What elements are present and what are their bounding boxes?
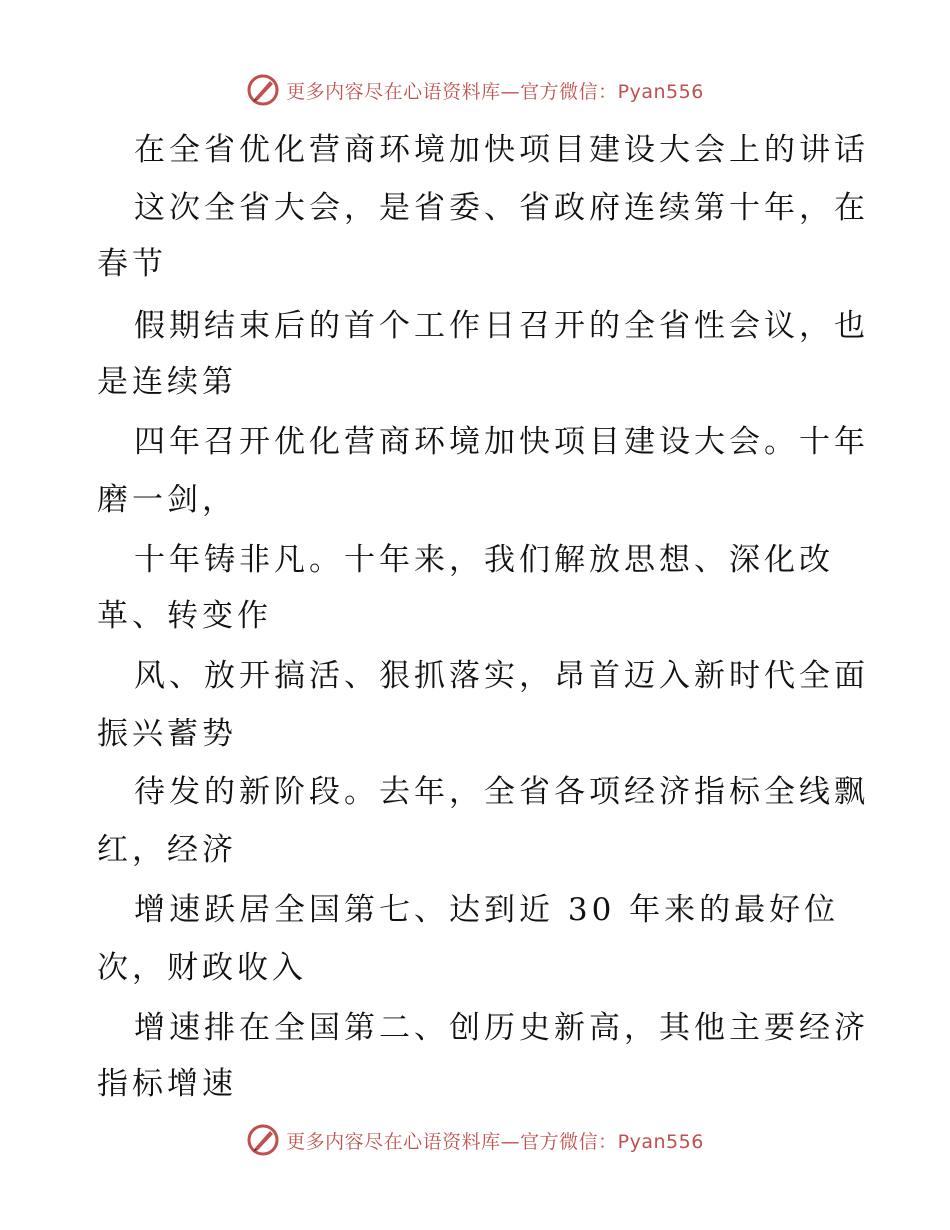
quill-pen-logo-icon [246,1123,280,1157]
paragraph-line: 这次全省大会，是省委、省政府连续第十年，在 [134,190,869,226]
footer-banner [0,1120,950,1160]
paragraph-line: 增速排在全国第二、创历史新高，其他主要经济 [134,1010,869,1046]
paragraph-line: 磨一剑， [97,482,237,518]
quill-pen-logo-icon [246,73,280,107]
header-banner-text: 更多内容尽在心语资料库—官方微信：Pyan556 [286,80,704,103]
paragraph-line: 待发的新阶段。去年，全省各项经济指标全线飘 [134,774,869,810]
paragraph-line: 指标增速 [97,1066,237,1102]
paragraph-line: 风、放开搞活、狠抓落实，昂首迈入新时代全面 [134,658,869,694]
paragraph-line: 春节 [97,246,167,282]
document-title: 在全省优化营商环境加快项目建设大会上的讲话 [134,132,869,168]
paragraph-line: 是连续第 [97,364,237,400]
paragraph-line: 增速跃居全国第七、达到近 30 年来的最好位 [134,892,840,928]
footer-banner-text: 更多内容尽在心语资料库—官方微信：Pyan556 [286,1130,704,1153]
paragraph-line: 红，经济 [97,832,237,868]
header-banner [0,70,950,110]
paragraph-line: 振兴蓄势 [97,716,237,752]
paragraph-line: 假期结束后的首个工作日召开的全省性会议，也 [134,308,869,344]
paragraph-line: 次，财政收入 [97,950,307,986]
paragraph-line: 四年召开优化营商环境加快项目建设大会。十年 [134,424,869,460]
paragraph-line: 十年铸非凡。十年来，我们解放思想、深化改 [134,542,834,578]
paragraph-line: 革、转变作 [97,598,272,634]
